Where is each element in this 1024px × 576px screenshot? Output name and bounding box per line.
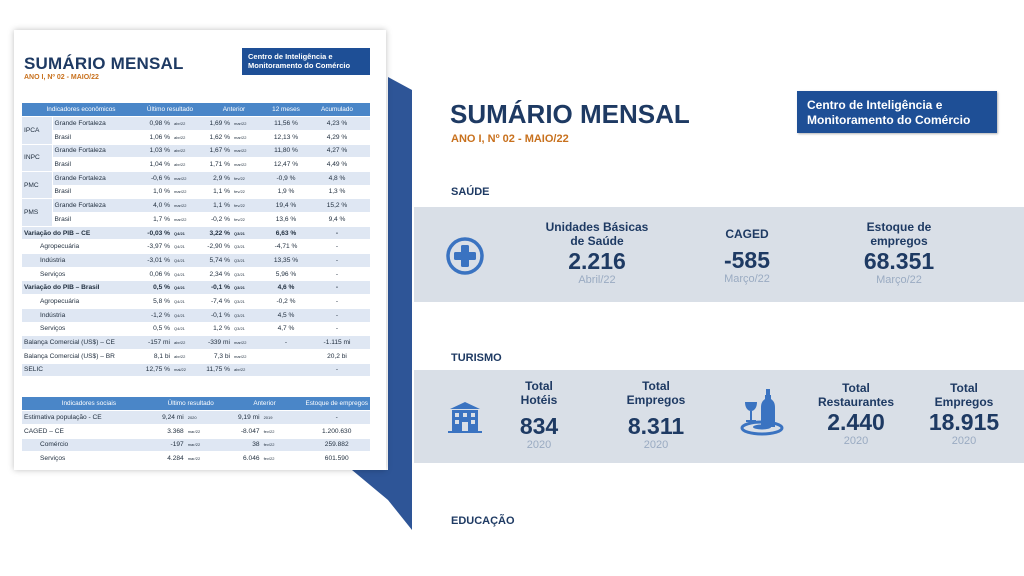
table-cell: 5,8 %	[140, 295, 172, 309]
document-title: SUMÁRIO MENSAL	[24, 54, 184, 73]
saude-panel	[414, 207, 1024, 302]
table-row	[22, 336, 370, 350]
table-cell: Q4/21	[172, 308, 200, 322]
logo-line-1: Centro de Inteligência e	[248, 52, 333, 61]
table-cell: 1.200.630	[303, 424, 370, 438]
table-cell: abr/22	[172, 130, 200, 144]
table-cell: -	[304, 322, 370, 336]
kpi-restaurant-jobs	[921, 381, 1007, 448]
logo-line-2: Monitoramento do Comércio	[248, 61, 351, 70]
table-cell: fev/22	[232, 213, 268, 227]
table-cell: 3,22 %	[200, 226, 232, 240]
table-cell: 4,29 %	[304, 130, 370, 144]
kpi-label: Total	[950, 381, 978, 395]
table-row	[22, 240, 370, 254]
table-cell: 4,27 %	[304, 144, 370, 158]
table-cell	[268, 349, 304, 363]
table-cell: Agropecuária	[22, 295, 140, 309]
table-cell: -0,1 %	[200, 308, 232, 322]
table-cell: 4,23 %	[304, 117, 370, 131]
kpi-label: Unidades Básicas	[545, 220, 649, 234]
kpi-label: Estoque de	[866, 220, 932, 234]
social-indicators-table	[22, 397, 370, 466]
kpi-label: Restaurantes	[817, 395, 895, 409]
table-cell: mar/22	[172, 199, 200, 213]
table-cell: -8.047	[226, 424, 262, 438]
table-cell: -	[304, 240, 370, 254]
table-cell: -0,03 %	[140, 226, 172, 240]
table-row	[22, 254, 370, 268]
table-cell: 1,1 %	[200, 185, 232, 199]
kpi-label: Empregos	[934, 395, 994, 409]
table-cell: 11,56 %	[268, 117, 304, 131]
table-cell: 0,5 %	[140, 281, 172, 295]
kpi-hotel-jobs	[611, 379, 701, 452]
kpi-hotels	[509, 379, 569, 452]
table-header: Último resultado	[156, 397, 226, 411]
table-cell: 12,75 %	[140, 363, 172, 377]
table-cell: 4,6 %	[268, 281, 304, 295]
table-header: Indicadores econômicos	[22, 103, 140, 117]
table-cell: 13,35 %	[268, 254, 304, 268]
table-row	[22, 117, 370, 131]
table-cell: 3.368	[156, 424, 186, 438]
table-cell: Q4/21	[172, 267, 200, 281]
table-cell: abr/22	[172, 349, 200, 363]
table-cell: 1,06 %	[140, 130, 172, 144]
table-cell: 12,47 %	[268, 158, 304, 172]
table-cell: 2020	[186, 411, 226, 425]
kpi-label: Total	[642, 379, 670, 393]
table-cell: 15,2 %	[304, 199, 370, 213]
table-cell: 0,98 %	[140, 117, 172, 131]
table-cell: CAGED – CE	[22, 424, 156, 438]
kpi-period: Março/22	[876, 274, 922, 286]
table-cell: Brasil	[52, 158, 140, 172]
table-row	[22, 226, 370, 240]
table-row	[22, 199, 370, 213]
table-cell: Q3/21	[232, 322, 268, 336]
table-row	[22, 281, 370, 295]
table-row	[22, 185, 370, 199]
table-cell: 1,67 %	[200, 144, 232, 158]
table-cell: mar/22	[186, 424, 226, 438]
document-page	[14, 30, 386, 470]
table-row	[22, 452, 370, 466]
table-row	[22, 158, 370, 172]
table-cell: abr/22	[172, 144, 200, 158]
table-cell: -	[304, 363, 370, 377]
group-label: PMC	[22, 171, 52, 198]
table-cell: Indústria	[22, 308, 140, 322]
table-cell: 5,96 %	[268, 267, 304, 281]
table-cell: 19,4 %	[268, 199, 304, 213]
table-cell: 2019	[262, 411, 304, 425]
table-cell: 1,2 %	[200, 322, 232, 336]
table-cell: abr/22	[172, 336, 200, 350]
table-cell: 4,7 %	[268, 322, 304, 336]
table-cell: SELIC	[22, 363, 140, 377]
table-cell: -1.115 mi	[304, 336, 370, 350]
table-cell: Brasil	[52, 130, 140, 144]
group-label: PMS	[22, 199, 52, 226]
kpi-restaurants	[811, 381, 901, 448]
table-cell: fev/22	[262, 424, 304, 438]
table-cell: Agropecuária	[22, 240, 140, 254]
table-row	[22, 322, 370, 336]
table-cell: -	[304, 267, 370, 281]
table-row	[22, 213, 370, 227]
table-cell: Q3/21	[232, 254, 268, 268]
document-logo	[242, 48, 370, 75]
table-cell: -339 mi	[200, 336, 232, 350]
slide-subtitle: ANO I, Nº 02 - MAIO/22	[451, 133, 569, 145]
table-cell: mar/22	[232, 336, 268, 350]
table-cell: abr/22	[232, 363, 268, 377]
slide-logo	[797, 91, 997, 133]
economic-indicators-table	[22, 103, 370, 377]
section-turismo-label: TURISMO	[451, 352, 502, 364]
table-cell: 1,69 %	[200, 117, 232, 131]
table-cell: Q4/21	[172, 281, 200, 295]
table-cell: Variação do PIB – CE	[22, 226, 140, 240]
table-cell: mar/22	[232, 144, 268, 158]
kpi-period: 2020	[526, 439, 552, 451]
table-cell: 1,0 %	[140, 185, 172, 199]
table-cell: Serviços	[22, 322, 140, 336]
table-cell: 4,49 %	[304, 158, 370, 172]
table-cell: -	[303, 411, 370, 425]
table-cell: Q3/21	[232, 267, 268, 281]
table-row	[22, 438, 370, 452]
table-cell: mar/22	[172, 185, 200, 199]
table-cell: Q4/21	[172, 295, 200, 309]
table-cell: -	[304, 281, 370, 295]
table-cell: 4,8 %	[304, 171, 370, 185]
table-cell: -0,2 %	[200, 213, 232, 227]
kpi-label: Hotéis	[520, 393, 558, 407]
table-cell: Brasil	[52, 185, 140, 199]
table-cell: Grande Fortaleza	[52, 144, 140, 158]
logo-line-2: Monitoramento do Comércio	[807, 113, 971, 127]
table-cell: Brasil	[52, 213, 140, 227]
section-educacao-label: EDUCAÇÃO	[451, 515, 515, 527]
table-cell: mar/22	[186, 438, 226, 452]
table-cell: 11,75 %	[200, 363, 232, 377]
kpi-period: Abril/22	[578, 274, 616, 286]
kpi-period: 2020	[951, 435, 977, 447]
kpi-estoque	[844, 220, 954, 287]
table-header: Último resultado	[140, 103, 200, 117]
group-label: INPC	[22, 144, 52, 171]
kpi-label: CAGED	[725, 227, 769, 241]
table-cell: 6.046	[226, 452, 262, 466]
table-row	[22, 424, 370, 438]
table-cell	[268, 363, 304, 377]
table-cell: 9,19 mi	[226, 411, 262, 425]
table-cell: Balança Comercial (US$) – CE	[22, 336, 140, 350]
kpi-caged	[697, 227, 797, 286]
table-cell: Grande Fortaleza	[52, 171, 140, 185]
table-cell: Estimativa população - CE	[22, 411, 156, 425]
kpi-value: 68.351	[863, 248, 935, 274]
table-cell: 38	[226, 438, 262, 452]
table-cell: 7,3 bi	[200, 349, 232, 363]
group-label: IPCA	[22, 117, 52, 144]
table-cell: 1,62 %	[200, 130, 232, 144]
table-row	[22, 144, 370, 158]
table-cell: 13,6 %	[268, 213, 304, 227]
table-cell: -0,9 %	[268, 171, 304, 185]
table-cell: fev/22	[232, 199, 268, 213]
table-row	[22, 308, 370, 322]
section-saude-label: SAÚDE	[451, 186, 490, 198]
table-cell: Comércio	[22, 438, 156, 452]
table-header: Indicadores sociais	[22, 397, 156, 411]
kpi-ubs	[532, 220, 662, 287]
table-cell: 8,1 bi	[140, 349, 172, 363]
kpi-value: -585	[723, 247, 771, 273]
kpi-label: Total	[842, 381, 870, 395]
table-header: 12 meses	[268, 103, 304, 117]
kpi-value: 2.440	[827, 409, 885, 435]
table-cell: 1,71 %	[200, 158, 232, 172]
kpi-period: 2020	[643, 439, 669, 451]
table-row	[22, 411, 370, 425]
table-cell: 1,04 %	[140, 158, 172, 172]
kpi-value: 2.216	[568, 248, 626, 274]
table-cell: -3,97 %	[140, 240, 172, 254]
table-cell: 6,63 %	[268, 226, 304, 240]
table-cell: Q4/21	[172, 322, 200, 336]
table-cell: 259.882	[303, 438, 370, 452]
table-cell: Q3/21	[232, 308, 268, 322]
kpi-value: 834	[519, 413, 559, 439]
kpi-period: 2020	[843, 435, 869, 447]
table-cell: 5,74 %	[200, 254, 232, 268]
table-cell: 12,13 %	[268, 130, 304, 144]
table-cell: -	[304, 254, 370, 268]
turismo-panel	[414, 370, 1024, 463]
table-cell: -197	[156, 438, 186, 452]
table-cell: mar/22	[172, 213, 200, 227]
table-cell: 0,06 %	[140, 267, 172, 281]
table-cell: Grande Fortaleza	[52, 117, 140, 131]
table-cell: -3,01 %	[140, 254, 172, 268]
table-row	[22, 171, 370, 185]
kpi-period: Março/22	[724, 273, 770, 285]
table-header: Acumulado	[304, 103, 370, 117]
table-row	[22, 295, 370, 309]
table-header: Estoque de empregos	[303, 397, 370, 411]
table-cell: Serviços	[22, 267, 140, 281]
table-cell: 0,5 %	[140, 322, 172, 336]
table-cell: mar/22	[186, 452, 226, 466]
table-cell: Grande Fortaleza	[52, 199, 140, 213]
table-cell: mar/22	[232, 158, 268, 172]
table-cell: -0,2 %	[268, 295, 304, 309]
table-cell: fev/22	[262, 452, 304, 466]
table-header: Anterior	[226, 397, 304, 411]
table-cell: fev/22	[232, 171, 268, 185]
table-cell: mai/22	[172, 363, 200, 377]
table-cell: 1,7 %	[140, 213, 172, 227]
table-cell: 1,1 %	[200, 199, 232, 213]
table-cell: 20,2 bi	[304, 349, 370, 363]
table-cell: Balança Comercial (US$) – BR	[22, 349, 140, 363]
table-row	[22, 130, 370, 144]
table-cell: -2,90 %	[200, 240, 232, 254]
table-cell: -0,6 %	[140, 171, 172, 185]
table-cell: 1,3 %	[304, 185, 370, 199]
table-cell: -	[304, 295, 370, 309]
document-subtitle: ANO I, Nº 02 - MAIO/22	[24, 74, 99, 81]
table-cell: Q4/21	[172, 254, 200, 268]
table-cell: 2,9 %	[200, 171, 232, 185]
table-cell: abr/22	[172, 158, 200, 172]
table-cell: -	[268, 336, 304, 350]
medical-cross-icon	[445, 236, 485, 276]
table-cell: 4,0 %	[140, 199, 172, 213]
table-cell: Q3/21	[232, 281, 268, 295]
table-cell: Q3/21	[232, 295, 268, 309]
table-cell: Q4/21	[172, 240, 200, 254]
table-cell: 4.284	[156, 452, 186, 466]
table-cell: fev/22	[232, 185, 268, 199]
table-cell: Variação do PIB – Brasil	[22, 281, 140, 295]
table-cell: 11,80 %	[268, 144, 304, 158]
table-cell: mar/22	[232, 117, 268, 131]
kpi-label: Total	[525, 379, 553, 393]
hotel-icon	[446, 400, 484, 434]
table-cell: Q3/21	[232, 240, 268, 254]
table-cell: mar/22	[232, 349, 268, 363]
slide-title: SUMÁRIO MENSAL	[450, 99, 690, 129]
table-cell: -	[304, 308, 370, 322]
table-cell: 4,5 %	[268, 308, 304, 322]
kpi-label: de Saúde	[570, 234, 624, 248]
table-cell: -0,1 %	[200, 281, 232, 295]
table-row	[22, 349, 370, 363]
table-header: Anterior	[200, 103, 268, 117]
table-cell: -7,4 %	[200, 295, 232, 309]
table-cell: 601.590	[303, 452, 370, 466]
table-cell: mar/22	[172, 171, 200, 185]
table-cell: 2,34 %	[200, 267, 232, 281]
kpi-value: 18.915	[928, 409, 1000, 435]
table-cell: -4,71 %	[268, 240, 304, 254]
table-cell: -157 mi	[140, 336, 172, 350]
table-cell: -	[304, 226, 370, 240]
table-cell: 1,9 %	[268, 185, 304, 199]
kpi-label: Empregos	[626, 393, 686, 407]
table-cell: mar/22	[232, 130, 268, 144]
table-cell: 9,4 %	[304, 213, 370, 227]
table-cell: abr/22	[172, 117, 200, 131]
table-row	[22, 267, 370, 281]
kpi-value: 8.311	[627, 413, 685, 439]
kpi-label: empregos	[870, 234, 928, 248]
table-cell: Q3/21	[232, 226, 268, 240]
table-cell: -1,2 %	[140, 308, 172, 322]
table-cell: fev/22	[262, 438, 304, 452]
logo-line-1: Centro de Inteligência e	[807, 98, 943, 112]
table-cell: 1,03 %	[140, 144, 172, 158]
table-row	[22, 363, 370, 377]
table-cell: Serviços	[22, 452, 156, 466]
table-cell: Indústria	[22, 254, 140, 268]
table-cell: Q4/21	[172, 226, 200, 240]
restaurant-icon	[740, 388, 784, 436]
table-cell: 9,24 mi	[156, 411, 186, 425]
